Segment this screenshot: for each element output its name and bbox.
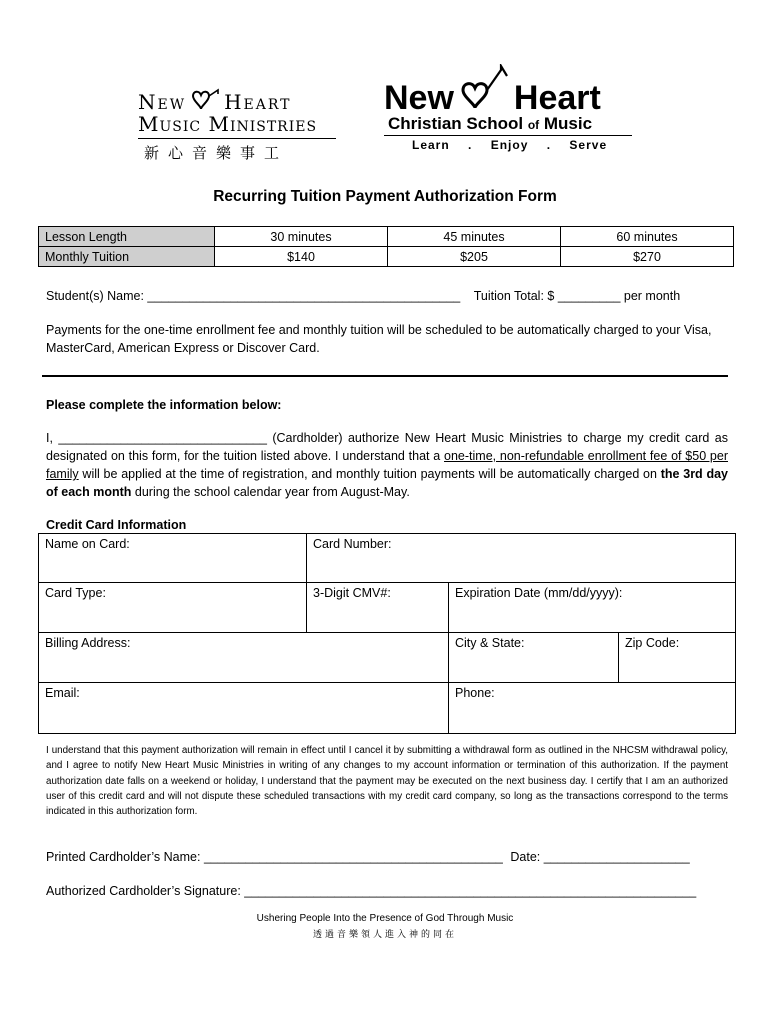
card-type-field[interactable]: Card Type: bbox=[45, 586, 106, 600]
table-row bbox=[39, 227, 734, 247]
footer-motto: Ushering People Into the Presence of God Through Music bbox=[256, 913, 514, 924]
enrollment-fee-terms: one-time, non-refundable enrollment fee of $50 per family bbox=[46, 449, 728, 481]
logo2-word-heart: Heart bbox=[513, 79, 601, 117]
tuition-price-60: $270 bbox=[561, 247, 734, 267]
signature-line bbox=[46, 882, 728, 900]
lesson-length-label: Lesson Length bbox=[39, 227, 215, 247]
authorization-paragraph: I, ______________________________ (Cardholder) authorize New Heart Music Ministries to charge my credit card as designated on this form, for the tuition listed above. I understand that a one-time, non-refundable enrollment fee of $50 per family will be applied at the time of registration, and monthly tuition payments will be automatically charged on the 3rd day of each month during the school calendar year from August-May. bbox=[46, 431, 729, 499]
footer-motto-chinese: 透過音樂領人進入神的同在 bbox=[312, 929, 457, 939]
expiration-date-field[interactable]: Expiration Date (mm/dd/yyyy): bbox=[455, 586, 623, 600]
monthly-tuition-label: Monthly Tuition bbox=[39, 247, 215, 267]
lesson-length-60: 60 minutes bbox=[561, 227, 734, 247]
table-row bbox=[39, 247, 734, 267]
billing-address-field[interactable]: Billing Address: bbox=[45, 636, 131, 650]
date-field[interactable]: Date: _____________________ bbox=[510, 850, 690, 864]
logo-word-new: New bbox=[138, 90, 187, 114]
cmv-field[interactable]: 3-Digit CMV#: bbox=[313, 586, 391, 600]
printed-cardholder-name-field[interactable]: Printed Cardholder’s Name: ___________________________________________ bbox=[46, 850, 503, 864]
logo-word-heart: Heart bbox=[224, 90, 292, 114]
logo-chinese-name: 新心音樂事工 bbox=[144, 144, 289, 162]
tuition-price-30: $140 bbox=[215, 247, 388, 267]
phone-field[interactable]: Phone: bbox=[455, 686, 495, 700]
email-field[interactable]: Email: bbox=[45, 686, 80, 700]
tuition-total-field[interactable]: Tuition Total: $ _________ per month bbox=[473, 289, 681, 303]
heart-note-icon bbox=[457, 64, 511, 114]
cardholder-signature-field[interactable]: Authorized Cardholder’s Signature: _________________________________________________________________ bbox=[46, 884, 697, 898]
city-state-field[interactable]: City & State: bbox=[455, 636, 525, 650]
tuition-price-45: $205 bbox=[388, 247, 561, 267]
card-number-field[interactable]: Card Number: bbox=[313, 537, 392, 551]
lesson-length-45: 45 minutes bbox=[388, 227, 561, 247]
logo2-word-new: New bbox=[384, 79, 454, 117]
zip-code-field[interactable]: Zip Code: bbox=[625, 636, 680, 650]
logo-new-heart-music-ministries bbox=[138, 88, 338, 163]
payments-paragraph: Payments for the one-time enrollment fee and monthly tuition will be scheduled to be automatically charged to your Visa, MasterCard, American Express or Discover Card. bbox=[46, 323, 712, 355]
name-on-card-field[interactable]: Name on Card: bbox=[45, 537, 130, 551]
lesson-length-30: 30 minutes bbox=[215, 227, 388, 247]
printed-name-line bbox=[46, 848, 728, 866]
logo2-school-name: Christian School of Music bbox=[384, 114, 632, 136]
logo-music-ministries: Music Ministries bbox=[138, 112, 336, 139]
logo2-tagline: Learn . Enjoy . Serve bbox=[412, 138, 608, 152]
please-complete-heading: Please complete the information below: bbox=[46, 398, 282, 412]
tuition-table bbox=[38, 226, 734, 267]
student-name-field[interactable]: Student(s) Name: _____________________________________________ bbox=[46, 289, 461, 303]
credit-card-heading: Credit Card Information bbox=[46, 518, 187, 532]
form-title: Recurring Tuition Payment Authorization Form bbox=[213, 188, 557, 205]
credit-card-grid bbox=[38, 533, 736, 734]
heart-note-icon bbox=[188, 88, 222, 112]
logo-new-heart-christian-school bbox=[384, 64, 634, 152]
student-name-line bbox=[46, 287, 728, 305]
section-divider bbox=[42, 375, 728, 377]
authorization-fine-print: I understand that this payment authorization will remain in effect until I cancel it by submitting a withdrawal form as outlined in the NHCSM withdrawal policy, and I agree to notify New Heart Music Ministries in writing of any changes to my account information or termination of this authorization. If the payment authorization date falls on a weekend or holiday, I understand that the payment may be executed on the next business day. I certify that I am an authorized user of this credit card and will not dispute these scheduled transactions with my credit card company, so long as the transactions correspond to the terms indicated in this authorization form. bbox=[46, 745, 728, 818]
charge-day-terms: the 3rd day of each month bbox=[46, 467, 729, 499]
